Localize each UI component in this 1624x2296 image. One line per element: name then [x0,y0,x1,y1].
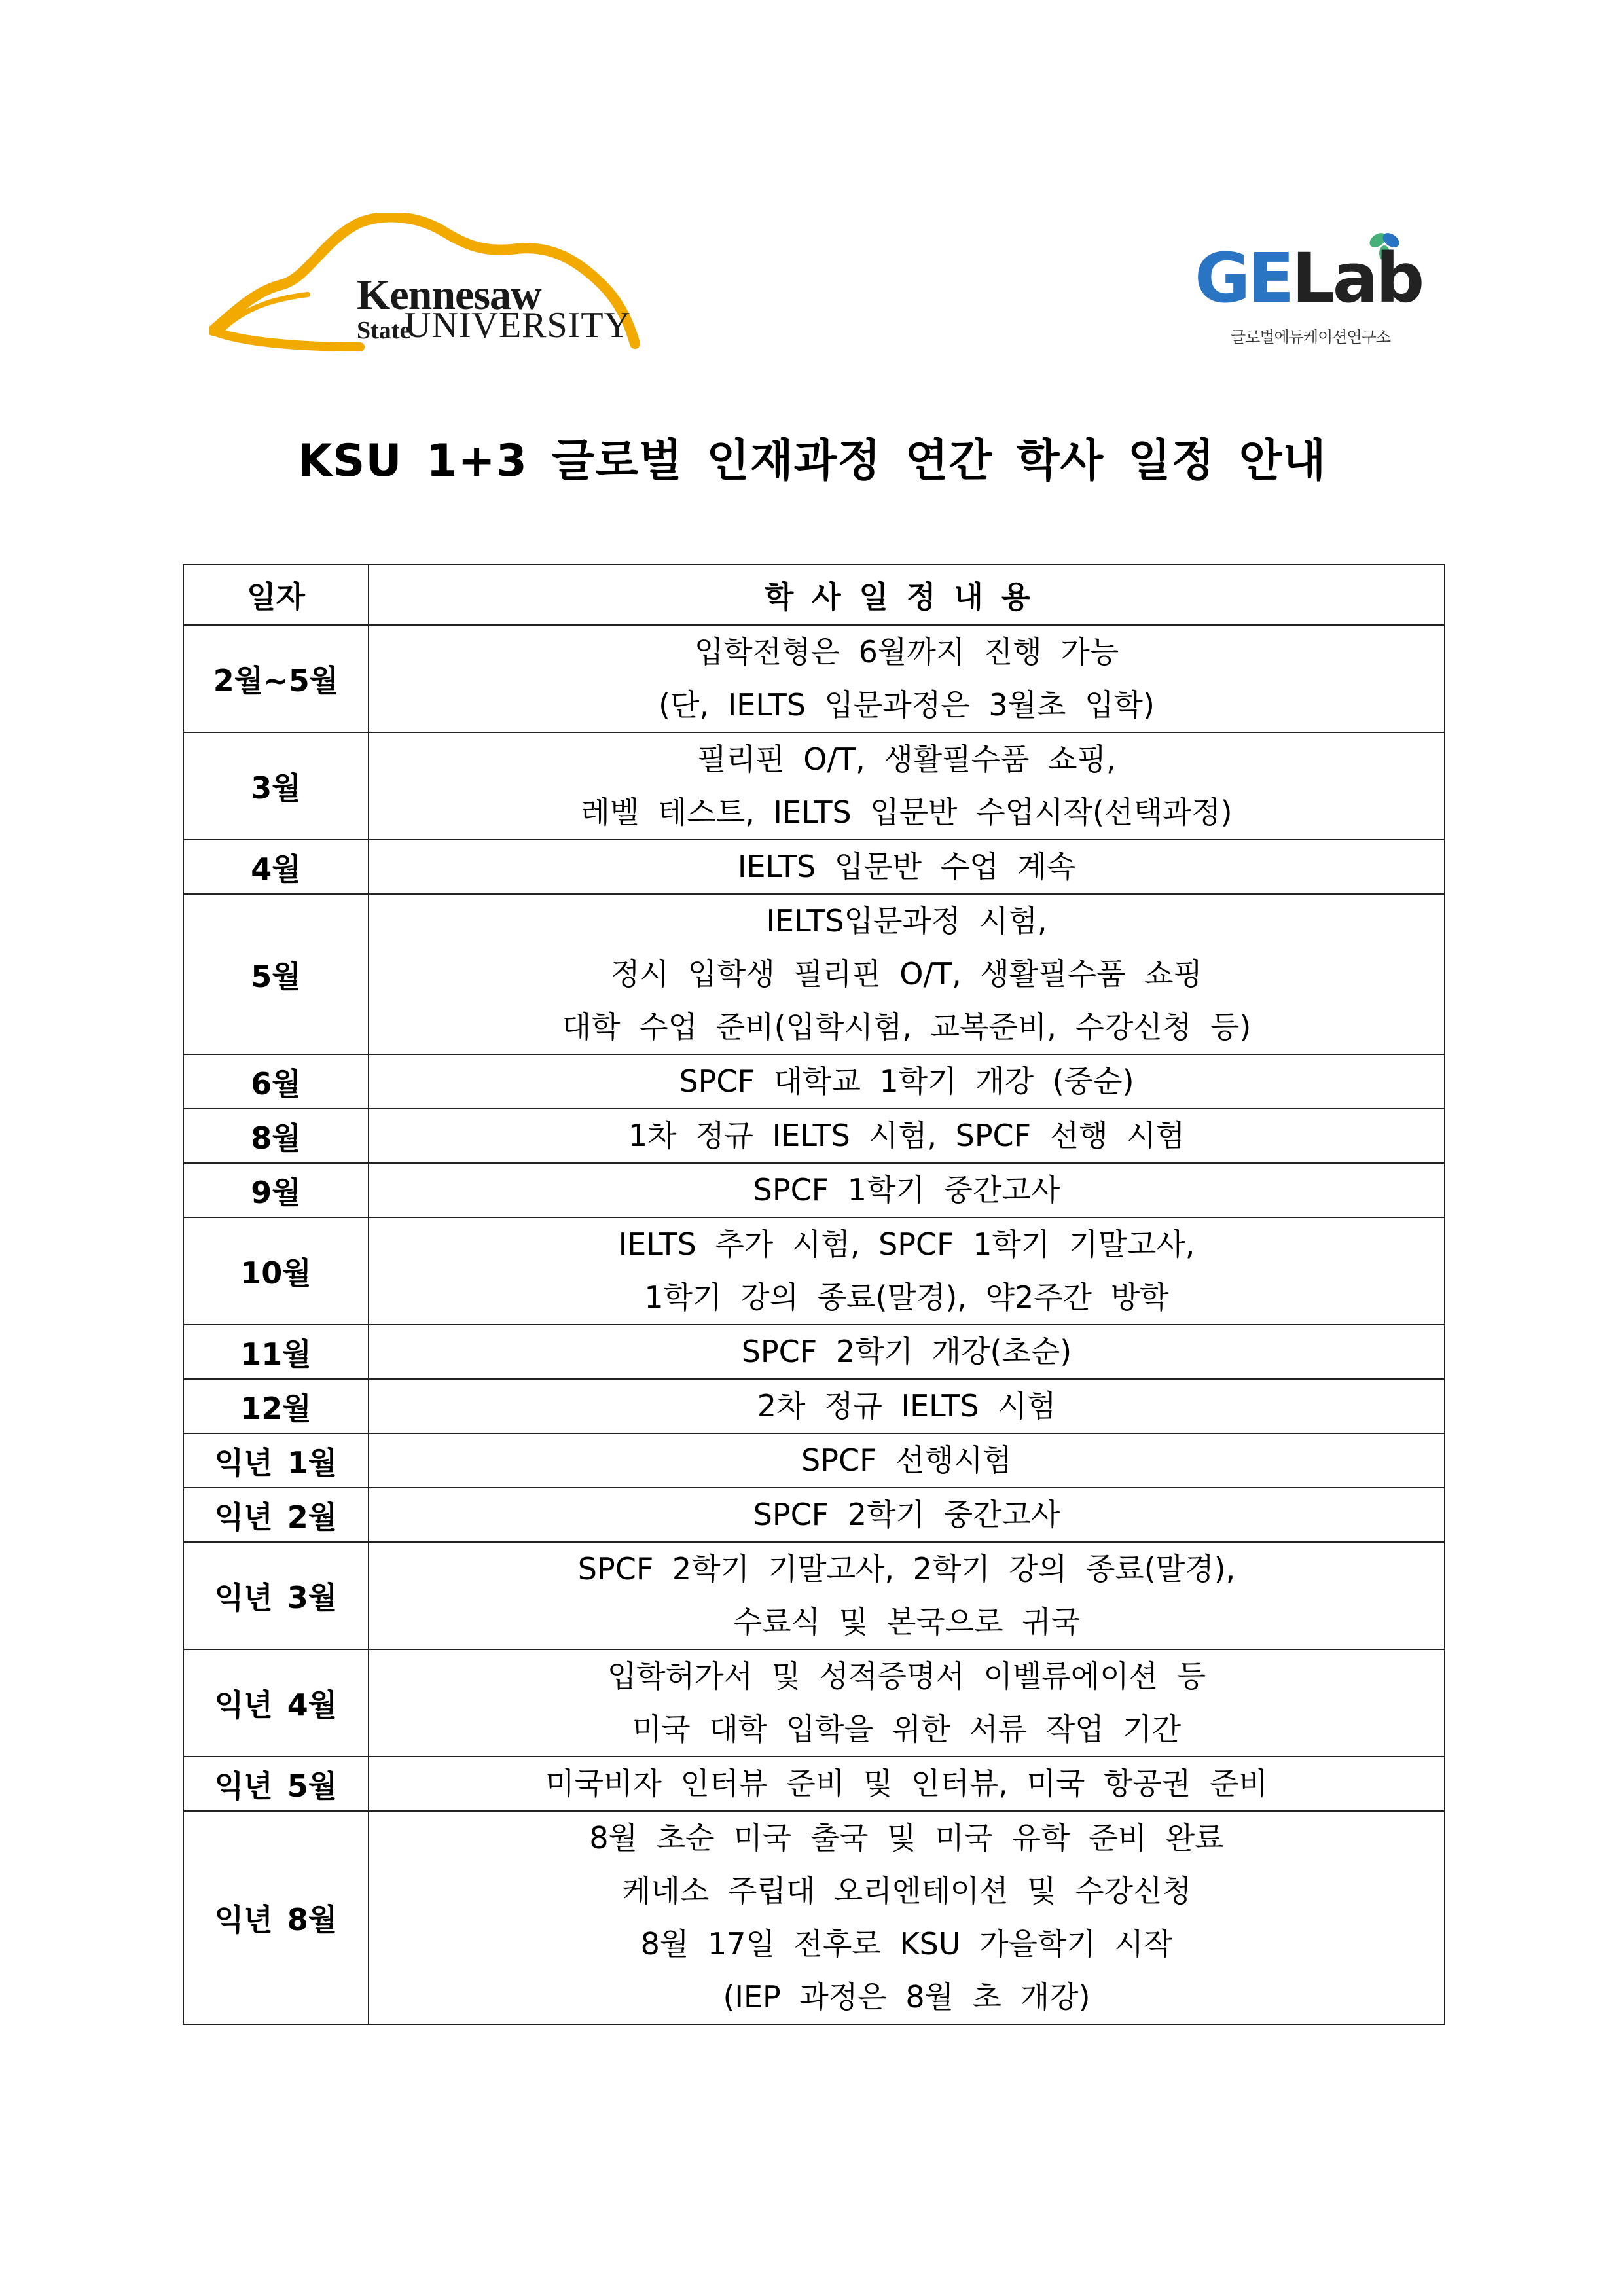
table-row [183,1325,1445,1379]
table-row [183,1109,1445,1163]
row-description [369,1109,1445,1163]
ksu-logo-word-state: State [357,317,411,344]
description-line: 필리핀 O/T, 생활필수품 쇼핑, [697,742,1116,777]
description-line: IELTS 추가 시험, SPCF 1학기 기말고사, [618,1227,1195,1262]
row-month: 12월 [183,1379,369,1433]
row-description [369,1163,1445,1217]
header-date: 일자 [183,565,369,625]
row-description [369,1325,1445,1379]
description-line: IELTS입문과정 시험, [766,903,1047,939]
row-description [369,1649,1445,1757]
description-line: SPCF 대학교 1학기 개강 (중순) [679,1064,1134,1099]
row-month: 8월 [183,1109,369,1163]
table-row [183,894,1445,1054]
table-row [183,1054,1445,1109]
row-description [369,625,1445,732]
row-month: 10월 [183,1217,369,1325]
table-row [183,732,1445,840]
description-line: 입학허가서 및 성적증명서 이벨류에이션 등 [607,1659,1206,1694]
row-month: 익년 1월 [183,1433,369,1488]
table-row [183,1811,1445,2024]
description-line: 대학 수업 준비(입학시험, 교복준비, 수강신청 등) [562,1009,1252,1045]
row-description [369,894,1445,1054]
table-row [183,840,1445,894]
table-row [183,1757,1445,1811]
gelab-logo-wordmark [1195,238,1422,318]
ksu-logo-word-university: UNIVERSITY [405,305,631,346]
row-description [369,1217,1445,1325]
row-description [369,1488,1445,1542]
row-description [369,1757,1445,1811]
row-description [369,1379,1445,1433]
gelab-logo-ge: GE [1195,238,1292,318]
row-month: 6월 [183,1054,369,1109]
gelab-logo-subtitle: 글로벌에듀케이션연구소 [1231,328,1391,346]
description-line: (단, IELTS 입문과정은 3월초 입학) [659,687,1155,723]
row-description [369,1811,1445,2024]
description-line: SPCF 2학기 기말고사, 2학기 강의 종료(말경), [577,1551,1236,1587]
table-row [183,1379,1445,1433]
row-month: 2월~5월 [183,625,369,732]
description-line: 수료식 및 본국으로 귀국 [732,1604,1081,1640]
table-row [183,1217,1445,1325]
header-content: 학사일정내용 [369,565,1445,625]
gelab-logo-lab: Lab [1291,238,1422,318]
description-line: 레벨 테스트, IELTS 입문반 수업시작(선택과정) [581,795,1233,830]
row-description [369,1433,1445,1488]
table-row [183,1488,1445,1542]
description-line: 미국비자 인터뷰 준비 및 인터뷰, 미국 항공권 준비 [545,1766,1268,1801]
description-line: IELTS 입문반 수업 계속 [737,849,1076,884]
description-line: 입학전형은 6월까지 진행 가능 [694,634,1119,670]
page-title: KSU 1+3 글로벌 인재과정 연간 학사 일정 안내 [297,435,1327,487]
description-line: 8월 초순 미국 출국 및 미국 유학 준비 완료 [589,1820,1224,1856]
description-line: SPCF 1학기 중간고사 [753,1172,1060,1208]
ksu-logo-word-kennesaw: Kennesaw [357,271,541,319]
table-row [183,1433,1445,1488]
table-header-row [183,565,1445,625]
row-month: 3월 [183,732,369,840]
description-line: SPCF 2학기 중간고사 [753,1497,1060,1532]
row-description [369,1542,1445,1649]
row-month: 4월 [183,840,369,894]
row-month: 5월 [183,894,369,1054]
description-line: 2차 정규 IELTS 시험 [757,1388,1056,1424]
description-line: (IEP 과정은 8월 초 개강) [723,1979,1091,2015]
description-line: 1차 정규 IELTS 시험, SPCF 선행 시험 [628,1118,1185,1153]
row-month: 익년 4월 [183,1649,369,1757]
row-description [369,1054,1445,1109]
ksu-logo [209,213,641,373]
row-month: 9월 [183,1163,369,1217]
row-month: 익년 8월 [183,1811,369,2024]
description-line: SPCF 2학기 개강(초순) [741,1334,1072,1369]
description-line: 정시 입학생 필리핀 O/T, 생활필수품 쇼핑 [610,956,1203,992]
row-month: 익년 5월 [183,1757,369,1811]
table-row [183,625,1445,732]
row-description [369,840,1445,894]
schedule-body [183,625,1445,2024]
description-line: SPCF 선행시험 [801,1443,1012,1478]
description-line: 미국 대학 입학을 위한 서류 작업 기간 [632,1712,1182,1747]
table-row [183,1649,1445,1757]
description-line: 케네소 주립대 오리엔테이션 및 수강신청 [622,1873,1191,1909]
row-month: 11월 [183,1325,369,1379]
row-month: 익년 3월 [183,1542,369,1649]
description-line: 1학기 강의 종료(말경), 약2주간 방학 [644,1280,1169,1315]
table-row [183,1163,1445,1217]
schedule-table [183,564,1445,2025]
description-line: 8월 17일 전후로 KSU 가을학기 시작 [640,1926,1173,1962]
gelab-logo [1195,232,1422,350]
row-description [369,732,1445,840]
row-month: 익년 2월 [183,1488,369,1542]
table-row [183,1542,1445,1649]
